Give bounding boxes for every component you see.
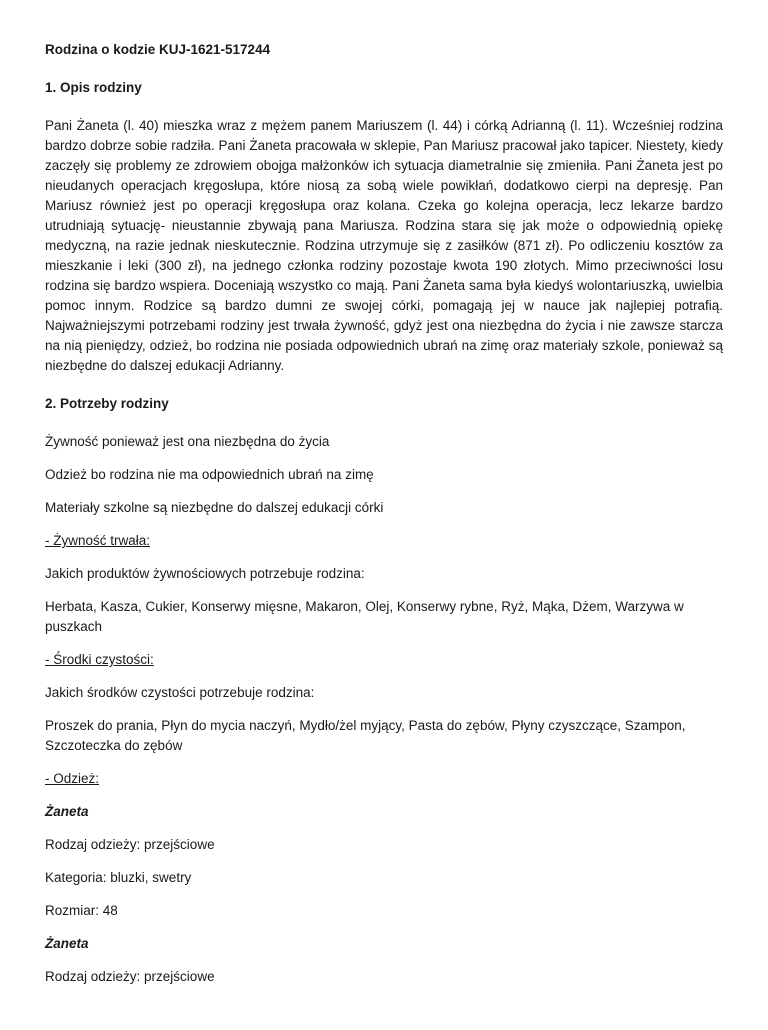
person-1-clothing-type: Rodzaj odzieży: przejściowe <box>45 837 215 852</box>
section-2-heading: 2. Potrzeby rodziny <box>45 396 169 411</box>
need-school-line: Materiały szkolne są niezbędne do dalszej edukacji córki <box>45 500 384 515</box>
person-2-clothing-type: Rodzaj odzieży: przejściowe <box>45 969 215 984</box>
person-1-clothing-category: Kategoria: bluzki, swetry <box>45 870 192 885</box>
cleaning-subheading: - Środki czystości: <box>45 652 154 667</box>
person-2-name: Żaneta <box>45 936 89 951</box>
clothing-subheading: - Odzież: <box>45 771 100 786</box>
document-title: Rodzina o kodzie KUJ-1621-517244 <box>45 42 271 57</box>
food-question: Jakich produktów żywnościowych potrzebuje rodzina: <box>45 566 365 581</box>
person-1-clothing-size: Rozmiar: 48 <box>45 903 118 918</box>
need-clothing-line: Odzież bo rodzina nie ma odpowiednich ubrań na zimę <box>45 467 374 482</box>
need-food-line: Żywność ponieważ jest ona niezbędna do życia <box>45 434 330 449</box>
person-1-name: Żaneta <box>45 804 89 819</box>
cleaning-question: Jakich środków czystości potrzebuje rodzina: <box>45 685 315 700</box>
section-1-heading: 1. Opis rodziny <box>45 80 142 95</box>
cleaning-items-list: Proszek do prania, Płyn do mycia naczyń, Mydło/żel myjący, Pasta do zębów, Płyny czyszczące, Szampon, Szczoteczka do zębów <box>45 718 686 753</box>
family-description-paragraph: Pani Żaneta (l. 40) mieszka wraz z mężem panem Mariuszem (l. 44) i córką Adrianną (l. 11). Wcześniej rodzina bardzo dobrze sobie radziła. Pani Żaneta pracowała w sklepie, Pan Mariusz pracował jako tapicer. Niestety, kiedy zaczęły się problemy ze zdrowiem obojga małżonków ich sytuacja diametralnie się zmieniła. Pani Żaneta jest po nieudanych operacjach kręgosłupa, które niosą za sobą wiele powikłań, dodatkowo cierpi na depresję. Pan Mariusz również jest po operacji kręgosłupa oraz kolana. Czeka go kolejna operacja, lecz lekarze bardzo utrudniają sytuację- nieustannie zbywają pana Mariusza. Rodzina stara się jak może o odpowiednią opiekę medyczną, na razie jednak nieskutecznie. Rodzina utrzymuje się z zasiłków (871 zł). Po odliczeniu kosztów za mieszkanie i leki (300 zł), na jednego członka rodziny pozostaje kwota 190 złotych. Mimo przeciwności losu rodzina się bardzo wspiera. Doceniają wszystko co mają. Pani Żaneta sama była kiedyś wolontariuszką, uwielbia pomoc innym. Rodzice są bardzo dumni ze swojej córki, pomagają jej w nauce jak najlepiej potrafią. Najważniejszymi potrzebami rodziny jest trwała żywność, gdyż jest ona niezbędna do życia i nie zawsze starcza na nią pieniędzy, odzież, bo rodzina nie posiada odpowiednich ubrań na zimę oraz materiały szkole, ponieważ są niezbędne do dalszej edukacji Adrianny. <box>45 118 723 373</box>
food-items-list: Herbata, Kasza, Cukier, Konserwy mięsne, Makaron, Olej, Konserwy rybne, Ryż, Mąka, Dżem, Warzywa w puszkach <box>45 599 684 634</box>
food-subheading: - Żywność trwała: <box>45 533 151 548</box>
